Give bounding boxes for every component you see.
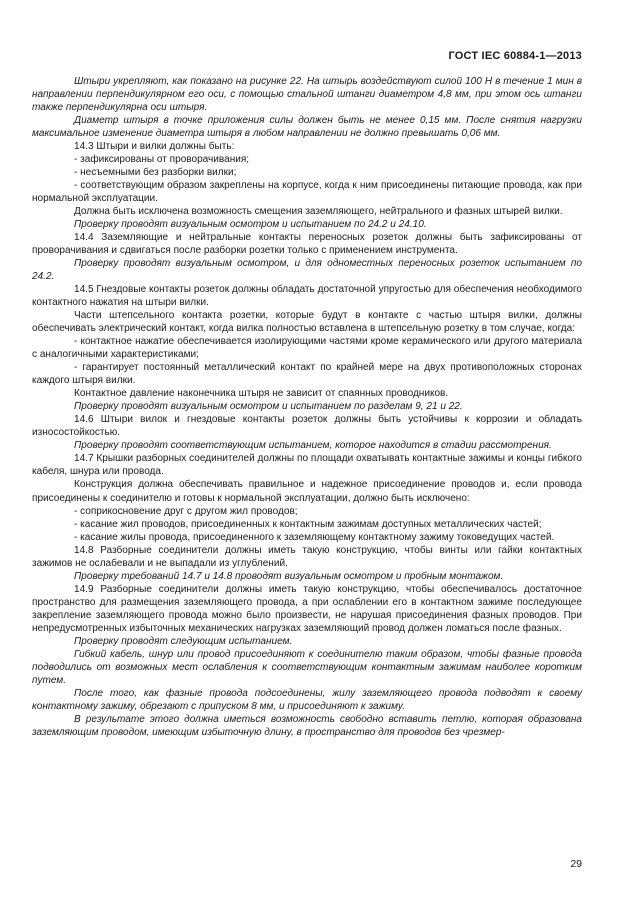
document-body bbox=[32, 75, 582, 739]
paragraph: 14.5 Гнездовые контакты розеток должны обладать достаточной упругостью для обеспечения необходимого контактного нажатия на штыри вилки. bbox=[32, 284, 582, 309]
paragraph: В результате этого должна иметься возможность свободно вставить петлю, которая образована заземляющим проводом, имеющим избыточную длину, в пространство для проводов без чрезмер- bbox=[32, 713, 582, 738]
page-number: 29 bbox=[570, 858, 582, 870]
paragraph: Гибкий кабель, шнур или провод присоединяют к соединителю таким образом, чтобы фазные провода подводились от возможных мест ослабления к соответствующим контактным зажимам наиболее коротким путем. bbox=[32, 648, 582, 686]
paragraph: Проверку проводят визуальным осмотром и испытанием по 24.2 и 24.10. bbox=[74, 219, 427, 231]
paragraph: Проверку проводят визуальным осмотром, и для одноместных переносных розеток испытанием по 24.2. bbox=[32, 258, 582, 283]
paragraph: Контактное давление наконечника штыря не зависит от спаянных проводников. bbox=[74, 388, 449, 400]
paragraph: Штыри укрепляют, как показано на рисунке 22. На штырь воздействуют силой 100 Н в течение 1 мин в направлении перпендикулярном его оси, с помощью стальной штанги диаметром 4,8 мм, при этом ось штанги также перпендикулярна оси штыря. bbox=[32, 76, 582, 114]
paragraph: Проверку проводят соответствующим испытанием, которое находится в стадии рассмотрения. bbox=[74, 440, 552, 452]
paragraph: 14.9 Разборные соединители должны иметь такую конструкцию, чтобы обеспечивалось достаточное пространство для размещения заземляющего провода, а при ослаблении его в контактном зажиме последующее закрепление заземляющего провода можно было произвести, не нарушая присоединения фазных проводов. При непредусмотренных избыточных механических нагрузках заземляющий провод должен ломаться после фазных. bbox=[32, 583, 582, 634]
paragraph: - касание жилы провода, присоединенного к заземляющему контактному зажиму токоведущих частей. bbox=[74, 531, 555, 543]
paragraph: - контактное нажатие обеспечивается изолирующими частями кроме керамического или другого материала с аналогичными характеристиками; bbox=[32, 336, 582, 361]
paragraph: 14.4 Заземляющие и нейтральные контакты переносных розеток должны быть зафиксированы от проворачивания и сдвигаться после разборки розетки только с применением инструмента. bbox=[32, 232, 582, 257]
paragraph: - касание жил проводов, присоединенных к контактным зажимам доступных металлических частей; bbox=[74, 518, 542, 530]
paragraph: Проверку проводят визуальным осмотром и испытанием по разделам 9, 21 и 22. bbox=[74, 401, 463, 413]
paragraph: 14.3 Штыри и вилки должны быть: bbox=[74, 141, 235, 153]
paragraph: 14.7 Крышки разборных соединителей должны по площади охватывать контактные зажимы и концы гибкого кабеля, шнура или провода. bbox=[32, 453, 582, 478]
paragraph: - гарантирует постоянный металлический контакт по крайней мере на двух противоположных сторонах каждого штыря вилки. bbox=[32, 362, 582, 387]
paragraph: 14.6 Штыри вилок и гнездовые контакты розеток должны быть устойчивы к коррозии и обладать износостойкостью. bbox=[32, 414, 582, 439]
paragraph: Должна быть исключена возможность смещения заземляющего, нейтрального и фазных штырей вилки. bbox=[74, 206, 563, 218]
paragraph: Конструкция должна обеспечивать правильное и надежное присоединение проводов и, если провода присоединены к соединителю и готовы к нормальной эксплуатации, должно быть исключено: bbox=[32, 479, 582, 504]
paragraph: Проверку проводят следующим испытанием. bbox=[74, 635, 293, 647]
document-header: ГОСТ IEC 60884-1—2013 bbox=[448, 50, 582, 62]
paragraph: - зафиксированы от проворачивания; bbox=[74, 154, 250, 166]
paragraph: Части штепсельного контакта розетки, которые будут в контакте с частью штыря вилки, должны обеспечивать электрический контакт, когда вилка полностью вставлена в штепсельную розетку в том случае, когда: bbox=[32, 310, 582, 335]
paragraph: Диаметр штыря в точке приложения силы должен быть не менее 0,15 мм. После снятия нагрузки максимальное изменение диаметра штыря в любом направлении не должно превышать 0,06 мм. bbox=[32, 115, 582, 140]
paragraph: 14.8 Разборные соединители должны иметь такую конструкцию, чтобы винты или гайки контактных зажимов не ослабевали и не выпадали из углублений. bbox=[32, 544, 582, 569]
paragraph: После того, как фазные провода подсоединены, жилу заземляющего провода подводят к своему контактному зажиму, обрезают с припуском 8 мм, и присоединяют к зажиму. bbox=[32, 687, 582, 712]
paragraph: - несъемными без разборки вилки; bbox=[74, 167, 237, 179]
paragraph: Проверку требований 14.7 и 14.8 проводят визуальным осмотром и пробным монтажом. bbox=[74, 570, 504, 582]
paragraph: - соответствующим образом закреплены на корпусе, когда к ним присоединены питающие провода, как при нормальной эксплуатации. bbox=[32, 180, 582, 205]
paragraph: - соприкосновение друг с другом жил проводов; bbox=[74, 505, 298, 517]
